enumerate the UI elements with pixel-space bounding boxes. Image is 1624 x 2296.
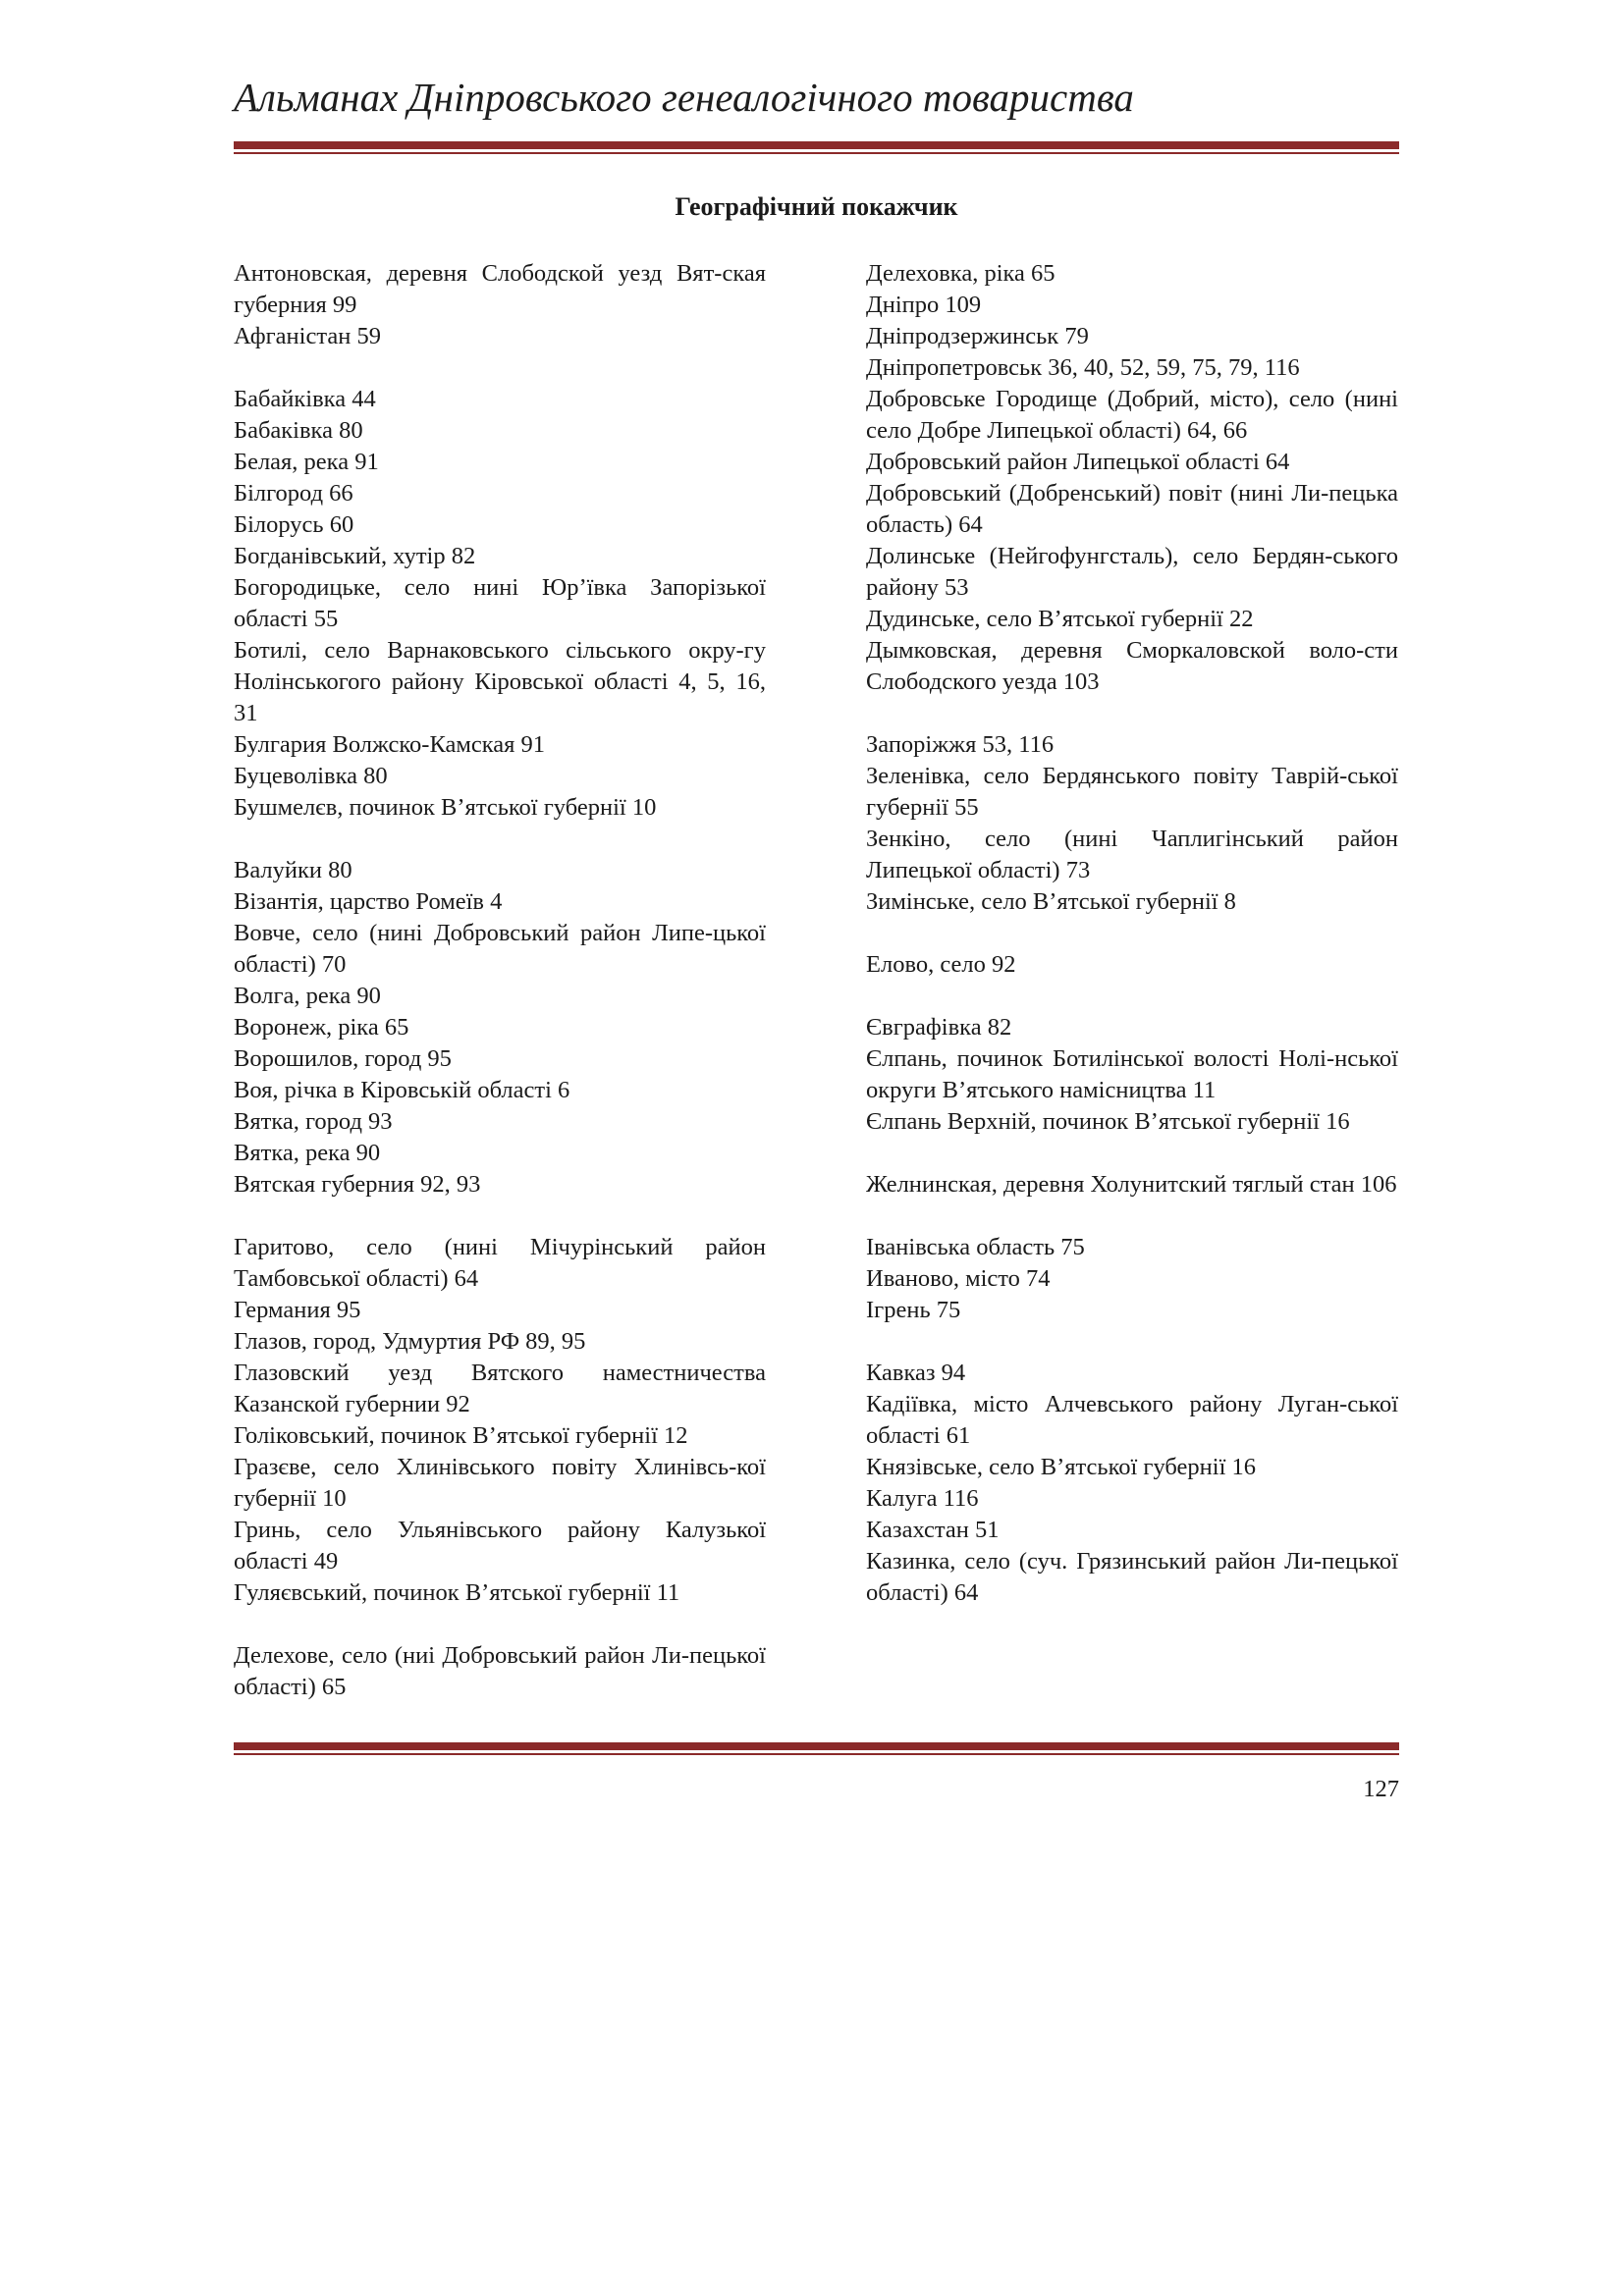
- index-entry: Дніпропетровськ 36, 40, 52, 59, 75, 79, 116: [866, 354, 1300, 381]
- index-entry: Дудинське, село В’ятської губернії 22: [866, 606, 1254, 632]
- index-entry: Кадіївка, місто Алчевського району Луган-ської області 61: [866, 1391, 1398, 1449]
- index-entry: Гаритово, село (нині Мічурінський район Тамбовської області) 64: [234, 1234, 766, 1292]
- index-entry: Білгород 66: [234, 480, 353, 507]
- group-separator: [234, 352, 766, 384]
- index-entry: Ворошилов, город 95: [234, 1045, 452, 1072]
- index-entry: Бушмелєв, починок В’ятської губернії 10: [234, 794, 657, 821]
- index-entry: Голіковський, починок В’ятської губернії 12: [234, 1422, 688, 1449]
- index-entry: Вятка, река 90: [234, 1140, 381, 1166]
- index-entry: Єлпань Верхній, починок В’ятської губернії 16: [866, 1108, 1350, 1135]
- index-entry: Гринь, село Ульянівського району Калузької області 49: [234, 1517, 766, 1575]
- index-entry: Іванівська область 75: [866, 1234, 1085, 1260]
- index-entry: Зеленівка, село Бердянського повіту Таврій-ської губернії 55: [866, 763, 1398, 821]
- index-entry: Булгария Волжско-Камская 91: [234, 731, 546, 758]
- index-entry: Запоріжжя 53, 116: [866, 731, 1055, 758]
- index-entry: Вовче, село (нині Добровський район Липе-цької області) 70: [234, 920, 766, 978]
- group-separator: [866, 918, 1398, 949]
- index-entry: Делеховка, ріка 65: [866, 260, 1056, 287]
- index-entry: Гразєве, село Хлинівського повіту Хлинівсь-кої губернії 10: [234, 1454, 766, 1512]
- index-entry: Калуга 116: [866, 1485, 979, 1512]
- index-entry: Князівське, село В’ятської губернії 16: [866, 1454, 1257, 1480]
- group-separator: [866, 1138, 1398, 1169]
- index-entry: Воронеж, ріка 65: [234, 1014, 409, 1041]
- index-entry: Білорусь 60: [234, 511, 354, 538]
- index-entry: Елово, село 92: [866, 951, 1016, 978]
- index-entry: Антоновская, деревня Слободской уезд Вят-ская губерния 99: [234, 260, 766, 318]
- index-entry: Візантія, царство Ромеїв 4: [234, 888, 503, 915]
- index-entry: Германия 95: [234, 1297, 361, 1323]
- index-entry: Вятская губерния 92, 93: [234, 1171, 481, 1198]
- footer-rule: [234, 1742, 1399, 1755]
- index-entry: Кавказ 94: [866, 1360, 966, 1386]
- index-entry: Долинське (Нейгофунгсталь), село Бердян-ського району 53: [866, 543, 1398, 601]
- running-title: Альманах Дніпровського генеалогічного товариства: [234, 75, 1134, 120]
- index-entry: Желнинская, деревня Холунитский тяглый стан 106: [866, 1171, 1397, 1198]
- section-title: Географічний покажчик: [675, 192, 958, 221]
- index-column-left: [234, 258, 766, 1703]
- group-separator: [866, 698, 1398, 729]
- index-entry: Бабайківка 44: [234, 386, 376, 412]
- group-separator: [866, 981, 1398, 1012]
- index-entry: Євграфівка 82: [866, 1014, 1012, 1041]
- index-entry: Добровське Городище (Добрий, місто), село (нині село Добре Липецької області) 64, 66: [866, 386, 1398, 444]
- index-entry: Воя, річка в Кіровській області 6: [234, 1077, 570, 1103]
- index-entry: Валуйки 80: [234, 857, 352, 883]
- index-entry: Зенкіно, село (нині Чаплигінський район Липецької області) 73: [866, 826, 1398, 883]
- index-entry: Дымковская, деревня Сморкаловской воло-сти Слободского уезда 103: [866, 637, 1398, 695]
- index-entry: Волга, река 90: [234, 983, 381, 1009]
- index-entry: Казинка, село (суч. Грязинський район Ли-пецької області) 64: [866, 1548, 1398, 1606]
- index-entry: Богданівський, хутір 82: [234, 543, 476, 569]
- index-entry: Делехове, село (ниі Добровський район Ли-пецької області) 65: [234, 1642, 766, 1700]
- index-column-right: [866, 258, 1398, 1609]
- group-separator: [866, 1201, 1398, 1232]
- index-entry: Добровський район Липецької області 64: [866, 449, 1290, 475]
- index-entry: Казахстан 51: [866, 1517, 1000, 1543]
- index-entry: Афганістан 59: [234, 323, 381, 349]
- index-entry: Гуляєвський, починок В’ятської губернії 11: [234, 1579, 680, 1606]
- index-entry: Ботилі, село Варнаковського сільського окру-гу Нолінськогого району Кіровської області 4, 5, 16, 31: [234, 637, 766, 726]
- index-entry: Глазов, город, Удмуртия РФ 89, 95: [234, 1328, 586, 1355]
- index-entry: Єлпань, починок Ботилінської волості Нолі-нської округи В’ятського намісництва 11: [866, 1045, 1398, 1103]
- index-entry: Белая, река 91: [234, 449, 379, 475]
- index-entry: Ігрень 75: [866, 1297, 961, 1323]
- group-separator: [234, 1609, 766, 1640]
- index-entry: Дніпродзержинськ 79: [866, 323, 1089, 349]
- group-separator: [866, 1326, 1398, 1358]
- index-entry: Бабаківка 80: [234, 417, 363, 444]
- index-entry: Богородицьке, село нині Юр’ївка Запорізької області 55: [234, 574, 766, 632]
- index-entry: Буцеволівка 80: [234, 763, 388, 789]
- group-separator: [234, 1201, 766, 1232]
- index-entry: Вятка, город 93: [234, 1108, 393, 1135]
- page-number: 127: [1363, 1776, 1399, 1802]
- index-entry: Глазовский уезд Вятского наместничества Казанской губернии 92: [234, 1360, 766, 1417]
- index-entry: Зимінське, село В’ятської губернії 8: [866, 888, 1236, 915]
- header-rule: [234, 141, 1399, 154]
- index-entry: Добровський (Добренський) повіт (нині Ли-пецька область) 64: [866, 480, 1398, 538]
- index-entry: Иваново, місто 74: [866, 1265, 1051, 1292]
- index-entry: Дніпро 109: [866, 292, 982, 318]
- group-separator: [234, 824, 766, 855]
